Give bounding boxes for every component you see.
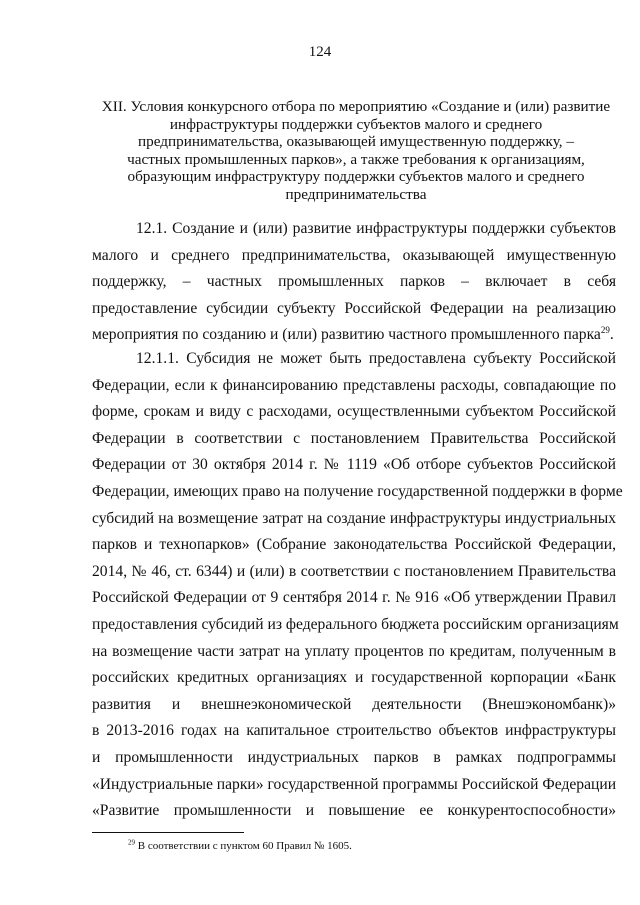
paragraph-line: развития и внешнеэкономической деятельности (Внешэкономбанк)» xyxy=(92,695,616,713)
paragraph-12-1 xyxy=(92,216,616,349)
paragraph-line: Федерации в соответствии с постановлением Правительства Российской xyxy=(92,429,616,447)
paragraph-12-1-1 xyxy=(92,346,623,825)
paragraph-line-with-footnote xyxy=(92,322,616,349)
paragraph-line: субсидий на возмещение затрат на создание инфраструктуры индустриальных xyxy=(92,509,616,527)
section-title-line: предпринимательства xyxy=(285,185,427,203)
paragraph-line: предоставление субсидии субъекту Российской Федерации на реализацию xyxy=(92,299,616,317)
paragraph-line: форме, срокам и виду с расходами, осуществленными субъектом Российской xyxy=(92,403,616,421)
paragraph-line: и промышленности индустриальных парков в рамках подпрограммы xyxy=(92,748,616,766)
paragraph-line: Российской Федерации от 9 сентября 2014 г. № 916 «Об утверждении Правил xyxy=(92,589,616,607)
footnote xyxy=(128,840,352,852)
paragraph-line: Федерации от 30 октября 2014 г. № 1119 «Об отборе субъектов Российской xyxy=(92,456,616,474)
paragraph-line: парков и технопарков» (Собрание законодательства Российской Федерации, xyxy=(92,536,616,554)
page-number: 124 xyxy=(308,44,332,60)
paragraph-line: Федерации, имеющих право на получение государственной поддержки в форме xyxy=(92,482,623,500)
section-title-line: частных промышленных парков», а также требования к организациям, xyxy=(127,150,585,168)
paragraph-line: «Развитие промышленности и повышение ее конкурентоспособности» xyxy=(92,802,616,820)
section-title-line: образующим инфраструктуру поддержки субъектов малого и среднего xyxy=(127,168,585,185)
section-title-line: предпринимательства, оказывающей имущественную поддержку, – xyxy=(138,133,574,150)
paragraph-line: поддержку, – частных промышленных парков – включает в себя xyxy=(92,273,616,291)
paragraph-line: 12.1. Создание и (или) развитие инфраструктуры поддержки субъектов xyxy=(136,220,616,237)
section-title-line: инфраструктуры поддержки субъектов малого и среднего xyxy=(169,115,543,133)
footnote-text: В соответствии с пунктом 60 Правил № 1605. xyxy=(135,840,352,852)
paragraph-line: в 2013-2016 годах на капитальное строительство объектов инфраструктуры xyxy=(92,722,616,740)
paragraph-line: предоставления субсидий из федерального бюджета российским организациям xyxy=(92,615,619,633)
footnote-reference[interactable]: 29 xyxy=(600,325,610,336)
footnote-divider xyxy=(92,832,244,833)
paragraph-line: Федерации, если к финансированию представлены расходы, совпадающие по xyxy=(92,376,616,394)
paragraph-line-text: мероприятия по созданию и (или) развитию частного промышленного парка xyxy=(92,326,601,344)
footnote-number: 29 xyxy=(128,838,135,847)
paragraph-line: на возмещение части затрат на уплату процентов по кредитам, полученным в xyxy=(92,642,616,660)
paragraph-line: малого и среднего предпринимательства, оказывающей имущественную xyxy=(92,246,616,264)
paragraph-line: 2014, № 46, ст. 6344) и (или) в соответствии с постановлением Правительства xyxy=(92,562,616,580)
paragraph-line: 12.1.1. Субсидия не может быть предоставлена субъекту Российской xyxy=(136,350,616,367)
section-title xyxy=(96,98,616,203)
section-title-line: XII. Условия конкурсного отбора по мероприятию «Создание и (или) развитие xyxy=(101,98,611,115)
paragraph-line: «Индустриальные парки» государственной программы Российской Федерации xyxy=(92,775,617,793)
paragraph-end-period: . xyxy=(609,326,614,344)
paragraph-line: российских кредитных организациях и государственной корпорации «Банк xyxy=(92,669,616,687)
